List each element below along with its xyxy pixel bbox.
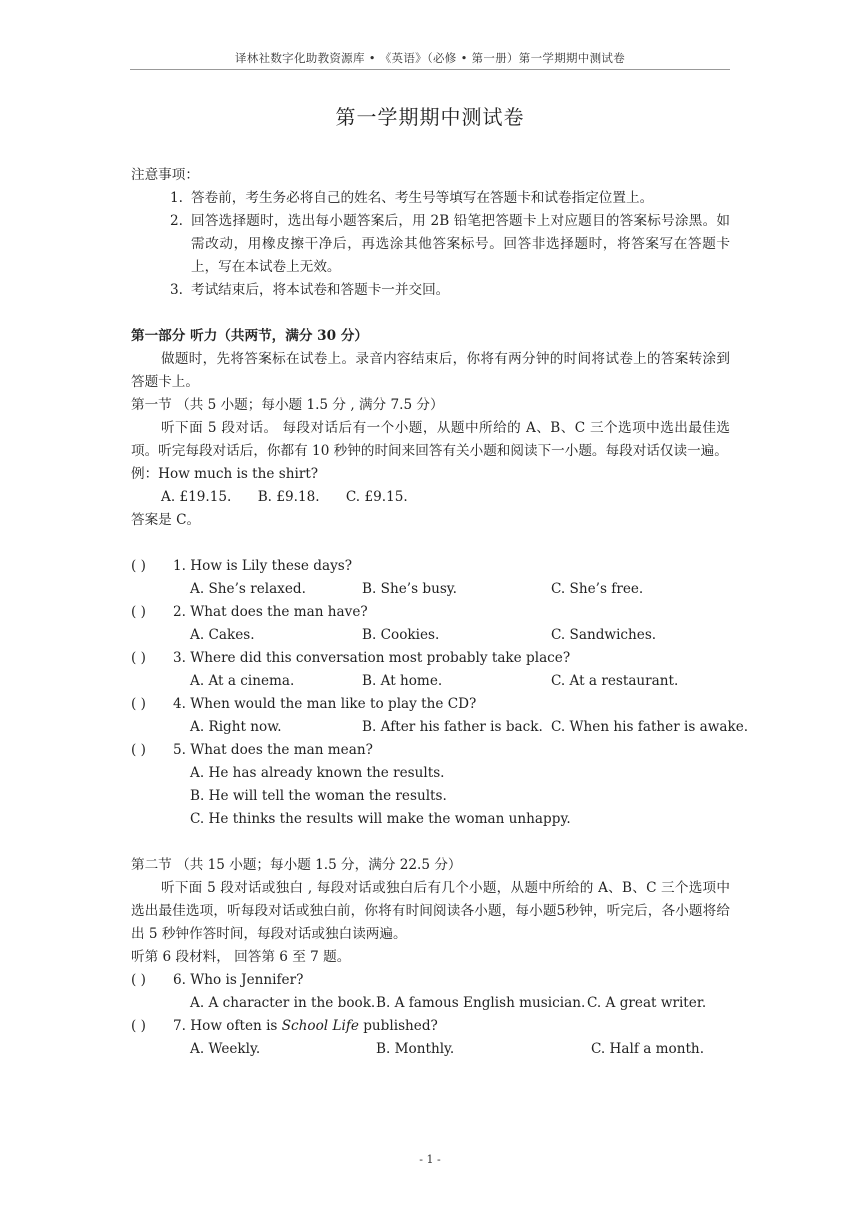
- question-row: [131, 693, 730, 716]
- option-a: A. Weekly.: [190, 1041, 261, 1057]
- notice-item: [131, 187, 730, 210]
- option-c: C. When his father is awake.: [551, 719, 749, 735]
- option-a: A. At a cinema.: [190, 673, 295, 689]
- question-stem: [173, 1015, 438, 1038]
- answer-blank[interactable]: ( ): [131, 972, 146, 988]
- option-a: A. Right now.: [190, 719, 282, 735]
- notice-item: [131, 210, 730, 279]
- question-stem: 5. What does the man mean?: [173, 742, 373, 758]
- example-question: 例：How much is the shirt?: [131, 466, 319, 482]
- notice-item-text: 答卷前，考生务必将自己的姓名、考生号等填写在答题卡和试卷指定位置上。: [191, 190, 654, 206]
- question-stem-start: 7. How often is: [173, 1018, 282, 1034]
- option-b: B. A famous English musician.: [376, 995, 586, 1011]
- option-c: C. A great writer.: [587, 995, 707, 1011]
- material-note: 听第 6 段材料， 回答第 6 至 7 题。: [131, 949, 351, 965]
- option-b: B. At home.: [362, 673, 443, 689]
- options-row: [131, 1038, 730, 1061]
- page-number: - 1 -: [419, 1153, 441, 1166]
- option-b: B. He will tell the woman the results.: [190, 788, 447, 804]
- section2-heading: 第二节 （共 15 小题；每小题 1.5 分，满分 22.5 分）: [131, 857, 462, 873]
- question-row: [131, 969, 730, 992]
- publication-title: School Life: [281, 1018, 359, 1034]
- section1-heading: 第一节 （共 5 小题；每小题 1.5 分 , 满分 7.5 分）: [131, 397, 444, 413]
- option-c: C. Sandwiches.: [551, 627, 657, 643]
- question-stem: 2. What does the man have?: [173, 604, 368, 620]
- question-stem: 6. Who is Jennifer?: [173, 972, 304, 988]
- notice-item-number: 2.: [170, 213, 183, 229]
- spacer: [131, 831, 730, 854]
- question-row: [131, 1015, 730, 1038]
- question-row: [131, 647, 730, 670]
- option-b: B. Cookies.: [362, 627, 440, 643]
- question-row: [131, 601, 730, 624]
- section2-instructions-text: 听下面 5 段对话或独白 , 每段对话或独白后有几个小题，从题中所给的 A、B、C 三个选项中选出最佳选项，听每段对话或独白前，你将有时间阅读各小题，每小题5秒钟，听完后，各小题将给出 5 秒钟作答时间，每段对话或独白读两遍。: [131, 880, 730, 942]
- exam-body: [131, 164, 749, 1061]
- option-a: A. He has already known the results.: [190, 765, 445, 781]
- options-row: [131, 670, 730, 693]
- spacer: [131, 302, 730, 325]
- option-c: C. He thinks the results will make the woman unhappy.: [190, 811, 571, 827]
- notice-item-number: 1.: [170, 190, 183, 206]
- options-row: [131, 624, 730, 647]
- answer-blank[interactable]: ( ): [131, 650, 146, 666]
- options-row: [131, 992, 730, 1015]
- part1-intro-text: 做题时，先将答案标在试卷上。录音内容结束后，你将有两分钟的时间将试卷上的答案转涂到答题卡上。: [131, 351, 730, 390]
- part1-heading: 第一部分 听力（共两节，满分 30 分）: [131, 328, 369, 344]
- answer-blank[interactable]: ( ): [131, 1018, 146, 1034]
- example-options: [131, 486, 730, 509]
- option-a: A. A character in the book.: [190, 995, 376, 1011]
- option-c: C. At a restaurant.: [551, 673, 679, 689]
- question-row: [131, 555, 730, 578]
- option-b: B. Monthly.: [376, 1041, 455, 1057]
- notice-item-text: 考试结束后，将本试卷和答题卡一并交回。: [191, 282, 450, 298]
- option-c: C. She’s free.: [551, 581, 644, 597]
- answer-blank[interactable]: ( ): [131, 696, 146, 712]
- section1-instructions: [131, 417, 730, 463]
- option-a: A. She’s relaxed.: [190, 581, 306, 597]
- option-b: B. After his father is back.: [362, 719, 543, 735]
- answer-blank[interactable]: ( ): [131, 604, 146, 620]
- answer-blank[interactable]: ( ): [131, 742, 146, 758]
- page-title: 第一学期期中测试卷: [335, 105, 525, 129]
- question-stem-end: published?: [358, 1018, 438, 1034]
- notice-heading: 注意事项：: [131, 167, 199, 183]
- option-a: A. Cakes.: [190, 627, 255, 643]
- running-header: 译林社数字化助教资源库 • 《英语》（必修 • 第一册）第一学期期中测试卷: [234, 51, 626, 65]
- notice-item: [131, 279, 730, 302]
- question-row: [131, 739, 730, 762]
- example-option: C. £9.15.: [345, 489, 408, 505]
- spacer: [131, 532, 730, 555]
- notice-item-number: 3.: [170, 282, 183, 298]
- option-c: C. Half a month.: [591, 1041, 705, 1057]
- example-option: A. £19.15.: [161, 489, 232, 505]
- question-stem: 1. How is Lily these days?: [173, 558, 353, 574]
- section1-instructions-text: 听下面 5 段对话。 每段对话后有一个小题，从题中所给的 A、B、C 三个选项中选出最佳选项。听完每段对话后，你都有 10 秒钟的时间来回答有关小题和阅读下一小题。每段对话仅读一遍。: [131, 420, 730, 459]
- options-row: [131, 716, 749, 739]
- option-b: B. She’s busy.: [362, 581, 457, 597]
- section2-instructions: [131, 877, 730, 946]
- options-row: [131, 578, 730, 601]
- notice-item-text: 回答选择题时，选出每小题答案后，用 2B 铅笔把答题卡上对应题目的答案标号涂黑。如需改动，用橡皮擦干净后，再选涂其他答案标号。回答非选择题时，将答案写在答题卡上，写在本试卷上无效。: [191, 213, 730, 275]
- part1-intro: [131, 348, 730, 394]
- answer-blank[interactable]: ( ): [131, 558, 146, 574]
- question-stem: 3. Where did this conversation most probably take place?: [173, 650, 571, 666]
- example-option: B. £9.18.: [257, 489, 320, 505]
- example-answer: 答案是 C。: [131, 512, 201, 528]
- header-divider: [130, 69, 730, 70]
- question-stem: 4. When would the man like to play the CD?: [173, 696, 477, 712]
